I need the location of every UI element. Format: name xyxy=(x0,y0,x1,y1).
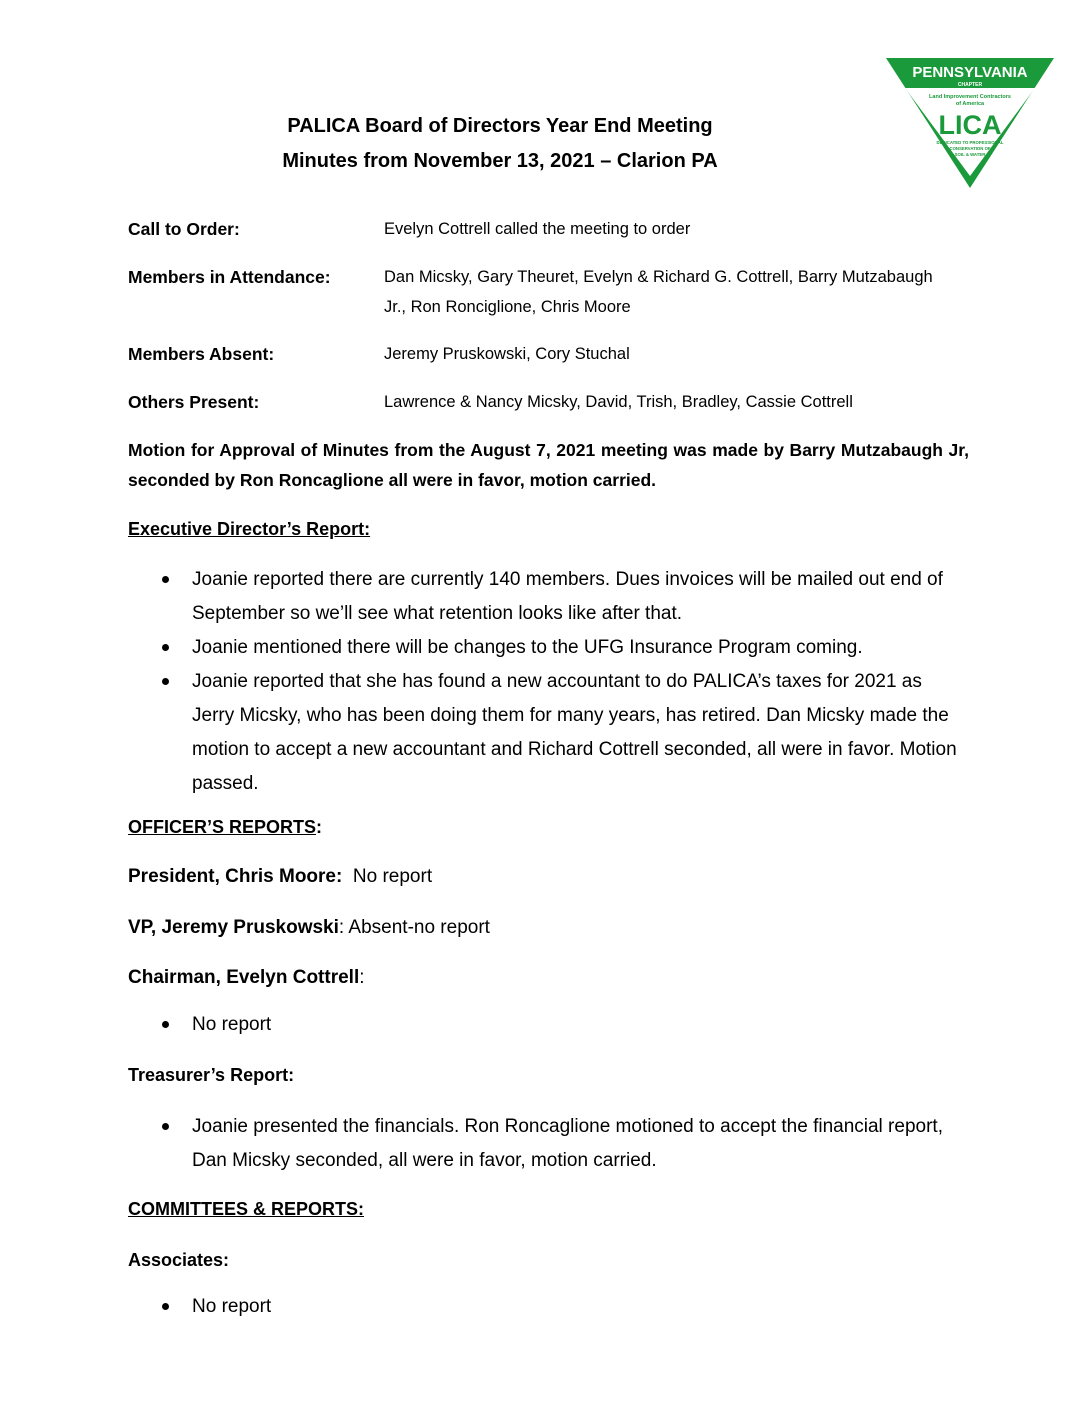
committees-heading: COMMITTEES & REPORTS: xyxy=(128,1199,365,1219)
motion-paragraph: Motion for Approval of Minutes from the August 7, 2021 meeting was made by Barry Mutzabaugh Jr, seconded by Ron Roncaglione all were in favor, motion carried. xyxy=(128,440,969,490)
meta-value: Dan Micsky, Gary Theuret, Evelyn & Richard G. Cottrell, Barry Mutzabaugh Jr., Ron Ronciglione, Chris Moore xyxy=(384,268,933,316)
svg-text:CONSERVATION OF: CONSERVATION OF xyxy=(949,146,991,151)
list-item: Joanie mentioned there will be changes to the UFG Insurance Program coming. xyxy=(160,631,960,665)
associates-list xyxy=(160,1290,960,1324)
officers-heading: OFFICER’S REPORTS: xyxy=(128,817,323,837)
document-title: PALICA Board of Directors Year End Meeting xyxy=(287,115,713,137)
meta-label: Members Absent: xyxy=(128,344,275,364)
treasurer-list xyxy=(160,1110,960,1178)
vp-report xyxy=(128,915,490,941)
bullet-icon xyxy=(162,1303,169,1310)
list-item: No report xyxy=(160,1290,960,1324)
bullet-icon xyxy=(162,576,169,583)
meta-value: Jeremy Pruskowski, Cory Stuchal xyxy=(384,345,630,363)
list-item: Joanie reported that she has found a new accountant to do PALICA’s taxes for 2021 as Jerry Micsky, who has been doing them for many years, has retired. Dan Micsky made the motion to accept a new accountant and Richard Cottrell seconded, all were in favor. Motion passed. xyxy=(160,665,960,801)
svg-text:Land Improvement Contractors: Land Improvement Contractors xyxy=(929,94,1011,100)
list-item: Joanie presented the financials. Ron Roncaglione motioned to accept the financial report, Dan Micsky seconded, all were in favor, motion carried. xyxy=(160,1110,960,1178)
list-item: Joanie reported there are currently 140 members. Dues invoices will be mailed out end of September so we’ll see what retention looks like after that. xyxy=(160,563,960,631)
bullet-icon xyxy=(162,678,169,685)
chairman-report: Chairman, Evelyn Cottrell: xyxy=(128,967,365,988)
chairman-label: Chairman, Evelyn Cottrell xyxy=(128,967,360,988)
svg-text:PENNSYLVANIA: PENNSYLVANIA xyxy=(912,64,1028,81)
svg-text:CHAPTER: CHAPTER xyxy=(957,82,983,88)
svg-text:of America: of America xyxy=(955,101,985,107)
meta-value: Lawrence & Nancy Micsky, David, Trish, Bradley, Cassie Cottrell xyxy=(384,393,853,411)
svg-text:SOIL & WATER: SOIL & WATER xyxy=(954,152,986,157)
treasurer-heading: Treasurer’s Report: xyxy=(128,1065,295,1085)
pa-lica-logo xyxy=(883,56,1057,190)
associates-heading: Associates: xyxy=(128,1250,230,1270)
vp-label: VP, Jeremy Pruskowski xyxy=(128,917,339,938)
chairman-list xyxy=(160,1008,960,1042)
bullet-icon xyxy=(162,1021,169,1028)
list-item: No report xyxy=(160,1008,960,1042)
executive-report-heading: Executive Director’s Report: xyxy=(128,519,371,539)
document-subtitle: Minutes from November 13, 2021 – Clarion PA xyxy=(282,150,718,172)
meta-label: Others Present: xyxy=(128,392,260,412)
svg-text:LICA: LICA xyxy=(938,110,1002,140)
meta-value: Evelyn Cottrell called the meeting to order xyxy=(384,220,691,238)
bullet-icon xyxy=(162,644,169,651)
meta-label: Call to Order: xyxy=(128,219,240,239)
bullet-icon xyxy=(162,1123,169,1130)
meta-label: Members in Attendance: xyxy=(128,267,331,287)
president-value: No report xyxy=(352,866,433,887)
president-report xyxy=(128,864,432,890)
president-label: President, Chris Moore: xyxy=(128,866,343,887)
svg-text:DEDICATED TO PROFESSIONAL: DEDICATED TO PROFESSIONAL xyxy=(936,140,1004,145)
vp-value: : Absent-no report xyxy=(338,917,490,938)
executive-report-list xyxy=(160,563,960,801)
